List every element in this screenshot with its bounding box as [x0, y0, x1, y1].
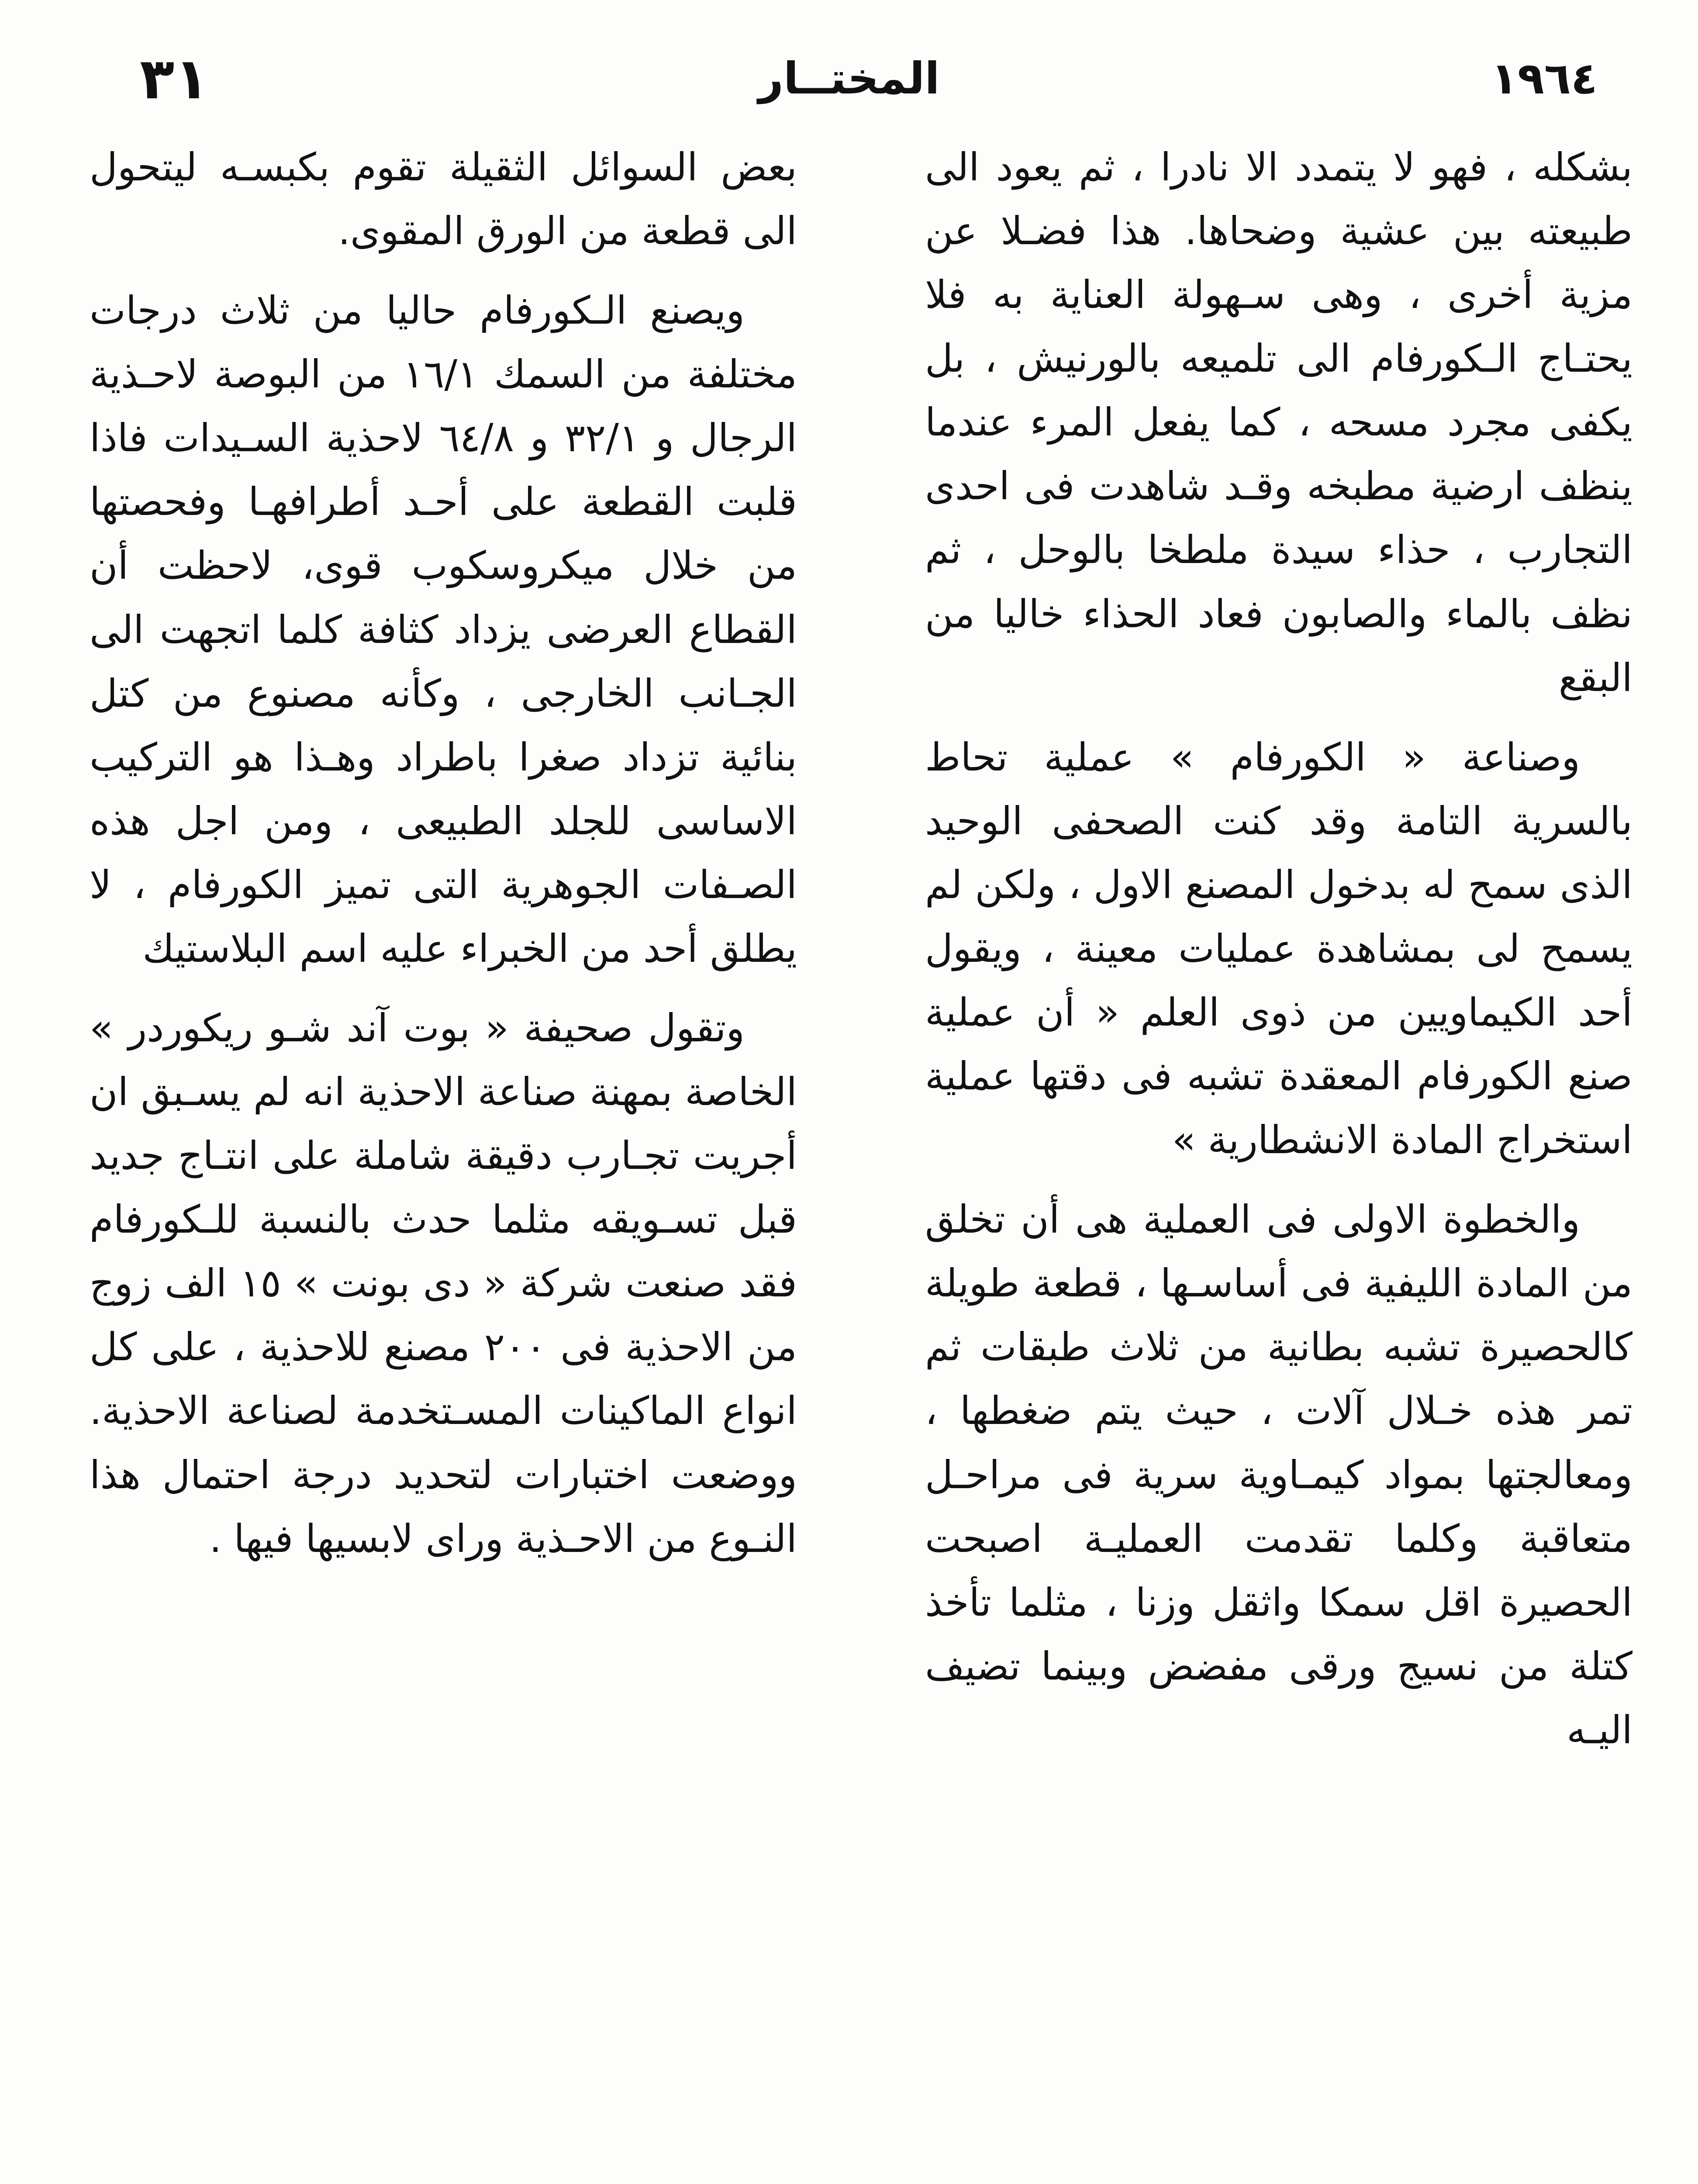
magazine-title: المختــار	[758, 53, 940, 104]
right-text-column	[925, 135, 1632, 2184]
paragraph: وتقول صحيفة « بوت آند شـو ريكوردر » الخاصة بمهنة صناعة الاحذية انه لم يسـبق ان أجريت تجـارب دقيقة شاملة على انتـاج جديد قبل تسـويقه مثلما حدث بالنسبة للـكورفام فقد صنعت شركة « دى بونت » ١٥ الف زوج من الاحذية فى ٢٠٠ مصنع للاحذية ، على كل انواع الماكينات المسـتخدمة لصناعة الاحذية. ووضعت اختبارات لتحديد درجة احتمال هذا النـوع من الاحـذية وراى لابسيها فيها .	[90, 1006, 797, 1561]
paragraph: بشكله ، فهو لا يتمدد الا نادرا ، ثم يعود الى طبيعته بين عشية وضحاها. هذا فضـلا عن مزية أخرى ، وهى سـهولة العناية به فلا يحتـاج الـكورفام الى تلميعه بالورنيش ، بل يكفى مجرد مسحه ، كما يفعل المرء عندما ينظف ارضية مطبخه وقـد شاهدت فى احدى التجارب ، حذاء سيدة ملطخا بالوحل ، ثم نظف بالماء والصابون فعاد الحذاء خاليا من البقع	[925, 145, 1632, 700]
page-header	[83, 35, 1615, 122]
paragraph: ويصنع الـكورفام حاليا من ثلاث درجات مختلفة من السمك ١٦/١ من البوصة لاحـذية الرجال و ٣٢/١ و ٦٤/٨ لاحذية السـيدات فاذا قلبت القطعة على أحـد أطرافهـا وفحصتها من خلال ميكروسكوب قوى، لاحظت أن القطاع العرضى يزداد كثافة كلما اتجهت الى الجـانب الخارجى ، وكأنه مصنوع من كتل بنائية تزداد صغرا باطراد وهـذا هو التركيب الاساسى للجلد الطبيعى ، ومن اجل هذه الصـفات الجوهرية التى تميز الكورفام ، لا يطلق أحد من الخبراء عليه اسم البلاستيك	[90, 288, 797, 971]
left-text-column	[90, 135, 797, 2184]
paragraph: وصناعة « الكورفام » عملية تحاط بالسرية التامة وقد كنت الصحفى الوحيد الذى سمح له بدخول المصنع الاول ، ولكن لم يسمح لى بمشاهدة عمليات معينة ، ويقول أحد الكيماويين من ذوى العلم « أن عملية صنع الكورفام المعقدة تشبه فى دقتها عملية استخراج المادة الانشطارية »	[925, 734, 1632, 1163]
paragraph: بعض السوائل الثقيلة تقوم بكبسـه ليتحول الى قطعة من الورق المقوى.	[90, 145, 797, 254]
paragraph: والخطوة الاولى فى العملية هى أن تخلق من المادة الليفية فى أساسـها ، قطعة طويلة كالحصيرة تشبه بطانية من ثلاث طبقات ثم تمر هذه خـلال آلات ، حيث يتم ضغطها ، ومعالجتها بمواد كيمـاوية سرية فى مراحـل متعاقبة وكلما تقدمت العمليـة اصبحت الحصيرة اقل سمكا واثقل وزنا ، مثلما تأخذ كتلة من نسيج ورقى مفضض وبينما تضيف اليـه	[925, 1197, 1632, 1752]
page-number: ٣١	[140, 45, 209, 112]
publication-year: ١٩٦٤	[1491, 53, 1598, 104]
